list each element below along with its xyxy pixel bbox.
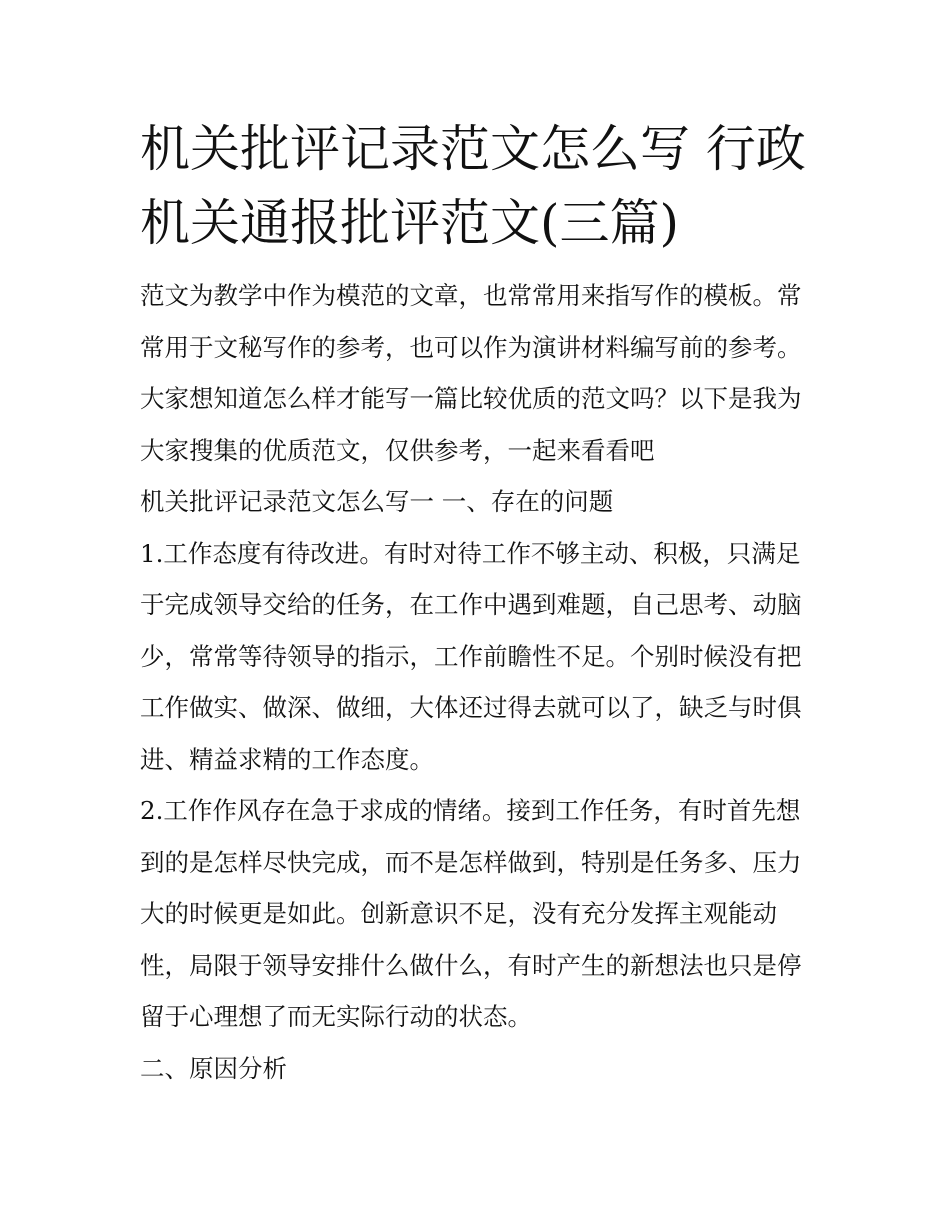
text-line: 机关批评记录范文怎么写一 一、存在的问题 bbox=[140, 487, 614, 516]
text-line: 大家想知道怎么样才能写一篇比较优质的范文吗？以下是我为 bbox=[140, 384, 802, 413]
text-line: 二、原因分析 bbox=[140, 1053, 287, 1083]
text-line: 少，常常等待领导的指示，工作前瞻性不足。个别时候没有把 bbox=[140, 641, 802, 671]
text-line: 大的时候更是如此。创新意识不足，没有充分发挥主观能动 bbox=[140, 899, 777, 928]
document-title bbox=[140, 112, 820, 260]
text-line: 2.工作作风存在急于求成的情绪。接到工作任务，有时首先想 bbox=[140, 796, 801, 825]
section-heading bbox=[140, 476, 820, 528]
text-line: 留于心理想了而无实际行动的状态。 bbox=[140, 1002, 532, 1031]
section-heading bbox=[140, 1043, 820, 1095]
numbered-paragraph-1 bbox=[140, 528, 820, 786]
text-line: 大家搜集的优质范文，仅供参考，一起来看看吧 bbox=[140, 435, 655, 465]
text-line: 工作做实、做深、做细，大体还过得去就可以了，缺乏与时俱 bbox=[140, 693, 802, 722]
text-line: 1.工作态度有待改进。有时对待工作不够主动、积极，只满足 bbox=[140, 538, 801, 568]
intro-paragraph bbox=[140, 270, 820, 476]
text-line: 到的是怎样尽快完成，而不是怎样做到，特别是任务多、压力 bbox=[140, 847, 802, 877]
text-line: 性，局限于领导安排什么做什么，有时产生的新想法也只是停 bbox=[140, 950, 802, 980]
text-line: 常用于文秘写作的参考，也可以作为演讲材料编写前的参考。 bbox=[140, 332, 802, 362]
title-line: 机关通报批评范文(三篇) bbox=[140, 194, 680, 252]
text-line: 进、精益求精的工作态度。 bbox=[140, 744, 434, 774]
numbered-paragraph-2 bbox=[140, 785, 820, 1043]
document-body bbox=[140, 270, 820, 1094]
document-page bbox=[140, 112, 820, 1094]
text-line: 于完成领导交给的任务，在工作中遇到难题，自己思考、动脑 bbox=[140, 590, 802, 619]
text-line: 范文为教学中作为模范的文章，也常常用来指写作的模板。常 bbox=[140, 281, 802, 310]
title-line: 机关批评记录范文怎么写 行政 bbox=[140, 120, 806, 178]
